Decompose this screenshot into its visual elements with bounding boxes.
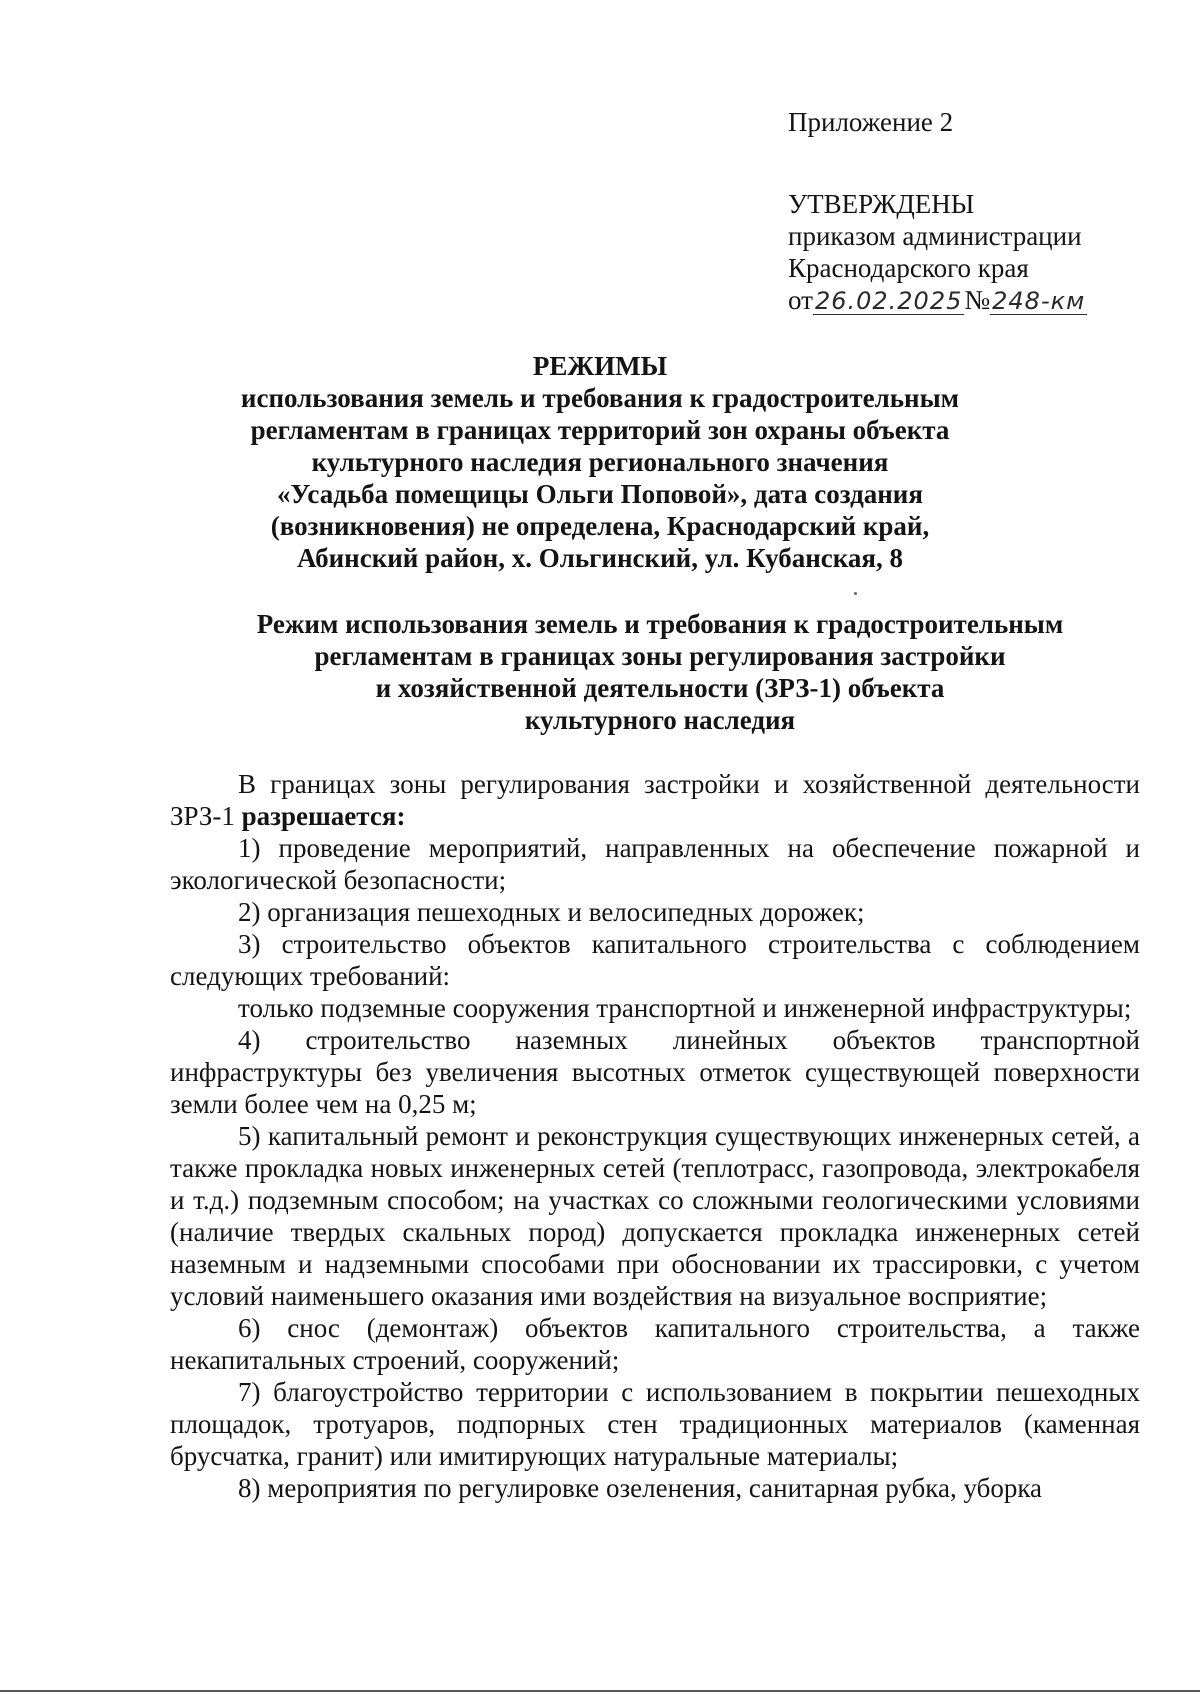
- approved-label: УТВЕРЖДЕНЫ: [788, 189, 975, 219]
- section-heading-line: и хозяйственной деятельности (ЗРЗ-1) объекта: [375, 673, 945, 703]
- intro-paragraph: [170, 768, 1140, 832]
- list-item: 3) строительство объектов капитального строительства с соблюдением следующих требований:: [170, 929, 1140, 991]
- list-item: 2) организация пешеходных и велосипедных дорожек;: [238, 897, 865, 927]
- subtitle-line: «Усадьба помещицы Ольги Поповой», дата создания: [277, 479, 923, 509]
- handwritten-date: 26.02.2025: [814, 287, 963, 315]
- intro-bold: разрешается:: [241, 801, 406, 831]
- section-heading-line: Режим использования земель и требования к градостроительным: [256, 609, 1064, 639]
- date-number-line: [788, 284, 1148, 316]
- date-prefix: от: [788, 285, 813, 315]
- number-sign: №: [964, 285, 991, 315]
- subtitle-line: Абинский район, х. Ольгинский, ул. Кубанская, 8: [296, 543, 904, 573]
- list-item: 5) капитальный ремонт и реконструкция существующих инженерных сетей, а также прокладка новых инженерных сетей (теплотрасс, газопровода, электрокабеля и т.д.) подземным способом; на участках со сложными геологическими условиями (наличие твердых скальных пород) допускается прокладка инженерных сетей наземным и надземными способами при обосновании их трассировки, с учетом условий наименьшего оказания ими воздействия на визуальное восприятие;: [170, 1121, 1140, 1311]
- document-title: РЕЖИМЫ: [532, 351, 668, 381]
- document-subtitle: [170, 382, 1030, 574]
- list-item: 6) снос (демонтаж) объектов капитального строительства, а также некапитальных строений, сооружений;: [170, 1313, 1140, 1375]
- list-item: 7) благоустройство территории с использованием в покрытии пешеходных площадок, тротуаров, подпорных стен традиционных материалов (каменная брусчатка, гранит) или имитирующих натуральные материалы;: [170, 1377, 1140, 1471]
- approval-header: [788, 106, 1148, 316]
- list-item: 8) мероприятия по регулировке озеленения, санитарная рубка, уборка: [238, 1473, 1043, 1503]
- list-item: 1) проведение мероприятий, направленных на обеспечение пожарной и экологической безопасности;: [170, 833, 1140, 895]
- intro-text: В границах зоны регулирования застройки и хозяйственной деятельности ЗРЗ-1: [170, 769, 1140, 831]
- section-heading-line: регламентам в границах зоны регулирования застройки: [314, 641, 1006, 671]
- region-label: Краснодарского края: [788, 253, 1029, 283]
- document-body: [170, 768, 1140, 1504]
- list-item: только подземные сооружения транспортной и инженерной инфраструктуры;: [238, 993, 1132, 1023]
- subtitle-line: использования земель и требования к градостроительным: [240, 383, 960, 413]
- appendix-label: Приложение 2: [788, 107, 954, 137]
- handwritten-number: 248-км: [992, 287, 1086, 315]
- subtitle-line: регламентам в границах территорий зон охраны объекта: [250, 415, 950, 445]
- scan-speck: [854, 592, 857, 595]
- subtitle-line: культурного наследия регионального значения: [311, 447, 889, 477]
- section-heading-line: культурного наследия: [524, 705, 796, 735]
- list-item: 4) строительство наземных линейных объектов транспортной инфраструктуры без увеличения высотных отметок существующей поверхности земли более чем на 0,25 м;: [170, 1025, 1140, 1119]
- page-bottom-edge: [0, 1690, 1200, 1692]
- subtitle-line: (возникновения) не определена, Краснодарский край,: [270, 511, 930, 541]
- order-label: приказом администрации: [788, 221, 1082, 251]
- section-heading: [200, 608, 1120, 736]
